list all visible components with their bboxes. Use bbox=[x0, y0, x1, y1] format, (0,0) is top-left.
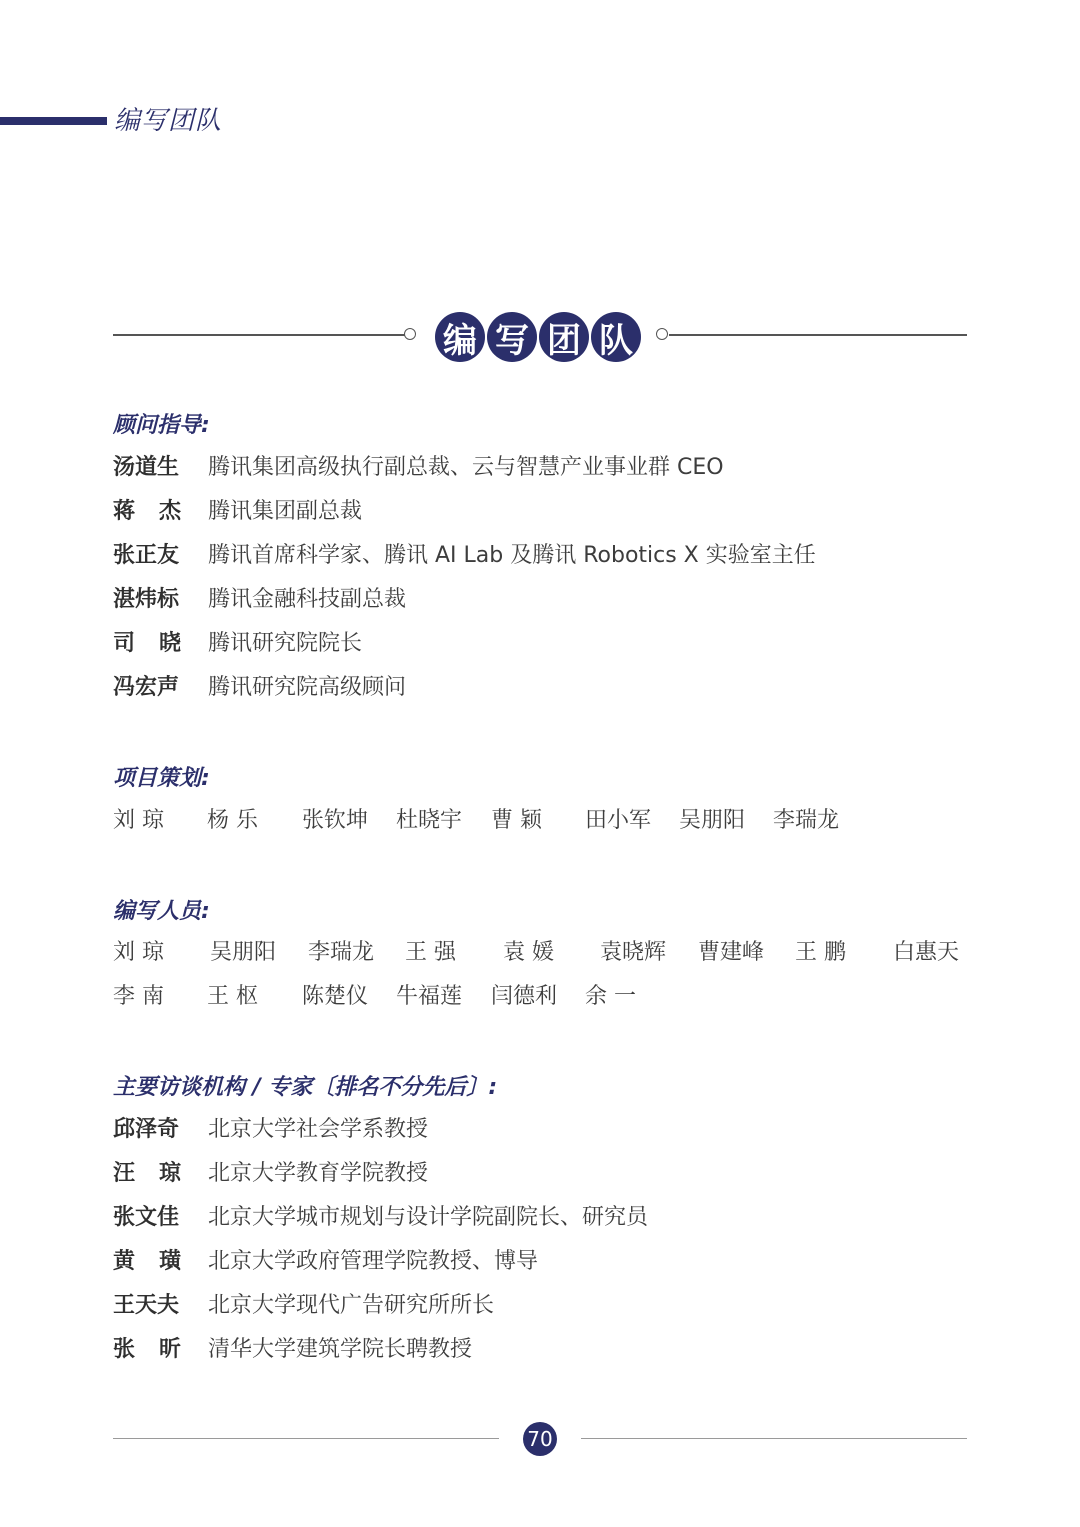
advisor-row bbox=[113, 626, 362, 656]
footer-divider-left bbox=[113, 1438, 499, 1439]
person-name: 张昕 bbox=[113, 1336, 206, 1362]
team-member: 王 强 bbox=[405, 940, 456, 965]
team-member: 袁晓辉 bbox=[600, 940, 667, 965]
team-member: 牛福莲 bbox=[396, 984, 463, 1009]
team-member: 余 一 bbox=[585, 984, 636, 1009]
team-member: 刘 琼 bbox=[113, 940, 164, 965]
advisor-row bbox=[113, 538, 816, 568]
title-char: 写 bbox=[487, 312, 537, 362]
page-number: 70 bbox=[523, 1422, 557, 1456]
title-char: 团 bbox=[539, 312, 589, 362]
expert-row bbox=[113, 1332, 472, 1362]
title-divider-left bbox=[113, 334, 405, 336]
person-title: 腾讯金融科技副总裁 bbox=[208, 586, 407, 612]
team-member: 曹建峰 bbox=[698, 940, 765, 965]
person-title: 清华大学建筑学院长聘教授 bbox=[208, 1336, 473, 1362]
expert-row bbox=[113, 1288, 494, 1318]
writers-names-row1 bbox=[113, 935, 973, 965]
team-member: 闫德利 bbox=[491, 984, 558, 1009]
footer-divider-right bbox=[581, 1438, 967, 1439]
expert-row bbox=[113, 1244, 538, 1274]
person-name: 黄璜 bbox=[113, 1248, 206, 1274]
person-name: 汤道生 bbox=[113, 454, 180, 480]
person-title: 北京大学社会学系教授 bbox=[208, 1116, 429, 1142]
planning-heading: 项目策划: bbox=[113, 766, 210, 791]
person-title: 腾讯首席科学家、腾讯 AI Lab 及腾讯 Robotics X 实验室主任 bbox=[208, 542, 816, 568]
person-name: 湛炜标 bbox=[113, 586, 180, 612]
title-divider-dot-right bbox=[656, 328, 668, 340]
team-member: 田小军 bbox=[585, 808, 652, 833]
person-name: 汪琼 bbox=[113, 1160, 206, 1186]
person-name: 王天夫 bbox=[113, 1292, 180, 1318]
team-member: 陈楚仪 bbox=[302, 984, 369, 1009]
person-title: 腾讯研究院高级顾问 bbox=[208, 674, 407, 700]
team-member: 杨 乐 bbox=[207, 808, 258, 833]
person-title: 北京大学城市规划与设计学院副院长、研究员 bbox=[208, 1204, 649, 1230]
team-member: 李 南 bbox=[113, 984, 164, 1009]
title-divider-dot-left bbox=[404, 328, 416, 340]
expert-row bbox=[113, 1156, 428, 1186]
title-char: 队 bbox=[591, 312, 641, 362]
team-member: 李瑞龙 bbox=[308, 940, 375, 965]
person-name: 张文佳 bbox=[113, 1204, 180, 1230]
person-title: 北京大学教育学院教授 bbox=[208, 1160, 429, 1186]
writers-names-row2 bbox=[113, 979, 973, 1009]
person-title: 北京大学现代广告研究所所长 bbox=[208, 1292, 495, 1318]
team-member: 王 枢 bbox=[207, 984, 258, 1009]
expert-row bbox=[113, 1200, 648, 1230]
title-divider-right bbox=[669, 334, 967, 336]
person-title: 北京大学政府管理学院教授、博导 bbox=[208, 1248, 539, 1274]
advisors-heading: 顾问指导: bbox=[113, 413, 210, 438]
header-accent-bar bbox=[0, 117, 107, 125]
title-char: 编 bbox=[435, 312, 485, 362]
team-member: 曹 颖 bbox=[491, 808, 542, 833]
person-name: 冯宏声 bbox=[113, 674, 180, 700]
advisor-row bbox=[113, 582, 406, 612]
person-name: 张正友 bbox=[113, 542, 180, 568]
team-member: 白惠天 bbox=[893, 940, 960, 965]
advisor-row bbox=[113, 670, 406, 700]
running-header: 编写团队 bbox=[114, 106, 223, 136]
team-member: 王 鹏 bbox=[795, 940, 846, 965]
team-member: 杜晓宇 bbox=[396, 808, 463, 833]
person-name: 司晓 bbox=[113, 630, 206, 656]
team-member: 袁 媛 bbox=[503, 940, 554, 965]
team-member: 李瑞龙 bbox=[773, 808, 840, 833]
team-member: 刘 琼 bbox=[113, 808, 164, 833]
planning-names bbox=[113, 803, 973, 833]
person-title: 腾讯研究院院长 bbox=[208, 630, 363, 656]
team-member: 张钦坤 bbox=[302, 808, 369, 833]
writers-heading: 编写人员: bbox=[113, 899, 210, 924]
advisor-row bbox=[113, 494, 362, 524]
expert-row bbox=[113, 1112, 428, 1142]
person-name: 蒋杰 bbox=[113, 498, 206, 524]
interviews-heading: 主要访谈机构 / 专家〔排名不分先后〕: bbox=[113, 1075, 498, 1100]
page-title bbox=[435, 312, 641, 362]
person-title: 腾讯集团高级执行副总裁、云与智慧产业事业群 CEO bbox=[208, 454, 724, 480]
person-title: 腾讯集团副总裁 bbox=[208, 498, 363, 524]
person-name: 邱泽奇 bbox=[113, 1116, 180, 1142]
team-member: 吴朋阳 bbox=[210, 940, 277, 965]
team-member: 吴朋阳 bbox=[679, 808, 746, 833]
advisor-row bbox=[113, 450, 724, 480]
